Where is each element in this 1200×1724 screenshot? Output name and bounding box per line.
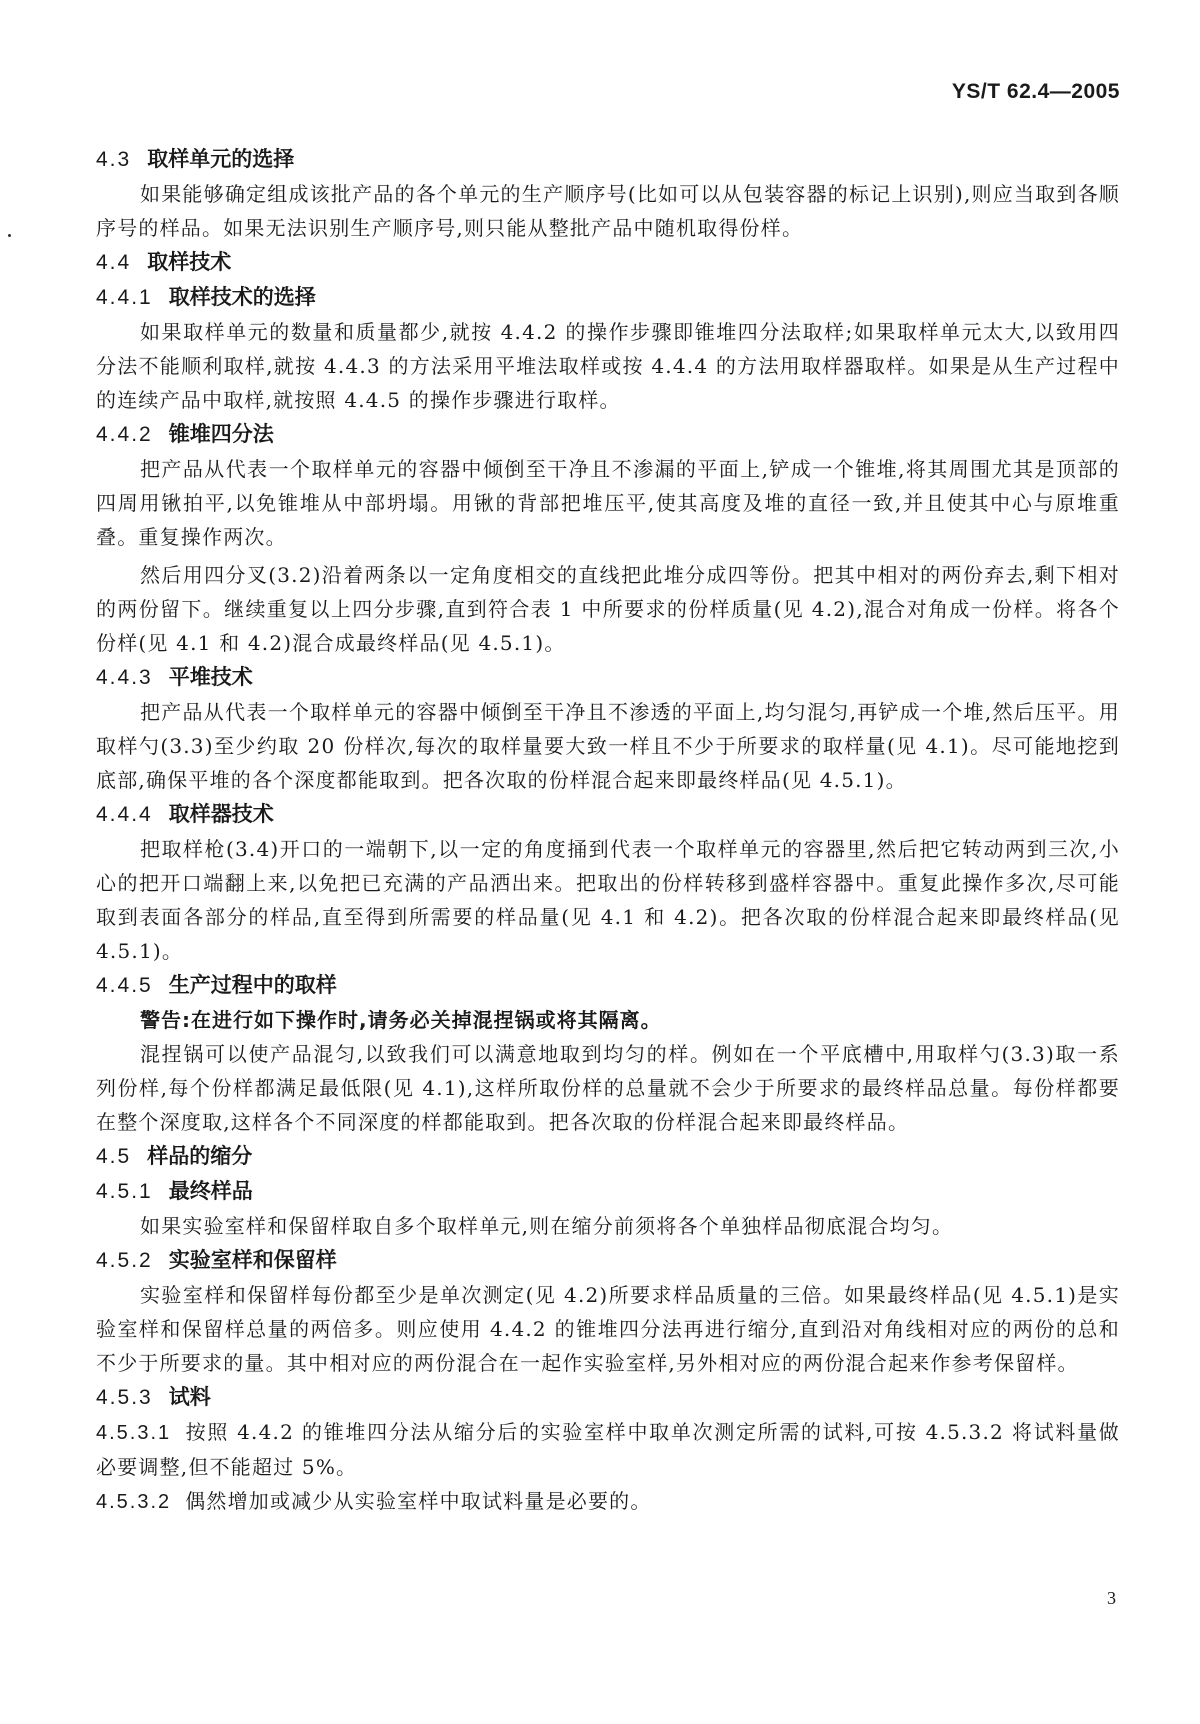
paragraph-4-3: 如果能够确定组成该批产品的各个单元的生产顺序号(比如可以从包装容器的标记上识别),则应当取到各顺序号的样品。如果无法识别生产顺序号,则只能从整批产品中随机取得份样。 bbox=[96, 182, 1120, 240]
clause-text: 按照 4.4.2 的锥堆四分法从缩分后的实验室样中取单次测定所需的试料,可按 4.5.3.2 将试料量做必要调整,但不能超过 5%。 bbox=[96, 1420, 1120, 1479]
heading-title: 取样技术的选择 bbox=[168, 285, 316, 309]
clause-4-5-3-1 bbox=[96, 1415, 1120, 1484]
heading-title: 平堆技术 bbox=[168, 665, 253, 689]
heading-number: 4.4.3 bbox=[96, 666, 153, 689]
heading-title: 取样单元的选择 bbox=[147, 147, 295, 171]
heading-number: 4.5.1 bbox=[96, 1180, 153, 1203]
heading-number: 4.4.2 bbox=[96, 423, 153, 446]
heading-number: 4.5.2 bbox=[96, 1249, 153, 1272]
heading-4-4-3 bbox=[96, 660, 1120, 695]
paragraph-4-4-2-b: 然后用四分叉(3.2)沿着两条以一定角度相交的直线把此堆分成四等份。把其中相对的两份弃去,剩下相对的两份留下。继续重复以上四分步骤,直到符合表 1 中所要求的份样质量(见 4.2),混合对角成一份样。将各个份样(见 4.1 和 4.2)混合成最终样品(见 4.5.1)。 bbox=[96, 563, 1120, 655]
document-body bbox=[96, 142, 1120, 1519]
heading-title: 试料 bbox=[168, 1385, 211, 1409]
paragraph-4-4-2-a: 把产品从代表一个取样单元的容器中倾倒至干净且不渗漏的平面上,铲成一个锥堆,将其周围尤其是顶部的四周用锹拍平,以免锥堆从中部坍塌。用锹的背部把堆压平,使其高度及堆的直径一致,并且使其中心与原堆重叠。重复操作两次。 bbox=[96, 457, 1120, 549]
paragraph-4-4-4: 把取样枪(3.4)开口的一端朝下,以一定的角度捅到代表一个取样单元的容器里,然后把它转动两到三次,小心的把开口端翻上来,以免把已充满的产品洒出来。把取出的份样转移到盛样容器中。重复此操作多次,尽可能取到表面各部分的样品,直至得到所需要的样品量(见 4.1 和 4.2)。把各次取的份样混合起来即最终样品(见 4.5.1)。 bbox=[96, 837, 1120, 963]
clause-text: 偶然增加或减少从实验室样中取试料量是必要的。 bbox=[185, 1489, 652, 1513]
heading-4-4-1 bbox=[96, 280, 1120, 315]
heading-number: 4.4.5 bbox=[96, 974, 153, 997]
heading-title: 取样器技术 bbox=[168, 802, 274, 826]
scan-speck bbox=[8, 234, 11, 237]
heading-number: 4.4.1 bbox=[96, 286, 153, 309]
heading-4-5-1 bbox=[96, 1174, 1120, 1209]
heading-title: 样品的缩分 bbox=[147, 1144, 253, 1168]
heading-4-4-5 bbox=[96, 968, 1120, 1003]
paragraph-4-5-2: 实验室样和保留样每份都至少是单次测定(见 4.2)所要求样品质量的三倍。如果最终样品(见 4.5.1)是实验室样和保留样总量的两倍多。则应使用 4.4.2 的锥堆四分法再进行缩分,直到沿对角线相对应的两份的总和不少于所要求的量。其中相对应的两份混合在一起作实验室样,另外相对应的两份混合起来作参考保留样。 bbox=[96, 1283, 1120, 1375]
heading-4-3 bbox=[96, 142, 1120, 177]
standard-code: YS/T 62.4—2005 bbox=[951, 80, 1120, 103]
page-number: 3 bbox=[1107, 1588, 1116, 1608]
heading-4-4-4 bbox=[96, 797, 1120, 832]
paragraph-4-4-1: 如果取样单元的数量和质量都少,就按 4.4.2 的操作步骤即锥堆四分法取样;如果取样单元太大,以致用四分法不能顺利取样,就按 4.4.3 的方法采用平堆法取样或按 4.4.4 的方法用取样器取样。如果是从生产过程中的连续产品中取样,就按照 4.4.5 的操作步骤进行取样。 bbox=[96, 320, 1120, 412]
clause-number: 4.5.3.2 bbox=[96, 1491, 172, 1513]
paragraph-4-5-1: 如果实验室样和保留样取自多个取样单元,则在缩分前须将各个单独样品彻底混合均匀。 bbox=[140, 1214, 954, 1238]
heading-4-5-3 bbox=[96, 1380, 1120, 1415]
heading-number: 4.5 bbox=[96, 1145, 132, 1168]
heading-4-5 bbox=[96, 1139, 1120, 1174]
heading-title: 最终样品 bbox=[168, 1179, 253, 1203]
heading-title: 生产过程中的取样 bbox=[168, 973, 337, 997]
heading-number: 4.4.4 bbox=[96, 803, 153, 826]
paragraph-4-4-3: 把产品从代表一个取样单元的容器中倾倒至干净且不渗透的平面上,均匀混匀,再铲成一个堆,然后压平。用取样勺(3.3)至少约取 20 份样次,每次的取样量要大致一样且不少于所要求的取样量(见 4.1)。尽可能地挖到底部,确保平堆的各个深度都能取到。把各次取的份样混合起来即最终样品(见 4.5.1)。 bbox=[96, 700, 1120, 792]
heading-number: 4.5.3 bbox=[96, 1386, 153, 1409]
heading-number: 4.3 bbox=[96, 148, 132, 171]
heading-title: 实验室样和保留样 bbox=[168, 1248, 337, 1272]
heading-4-5-2 bbox=[96, 1243, 1120, 1278]
heading-4-4-2 bbox=[96, 417, 1120, 452]
heading-number: 4.4 bbox=[96, 251, 132, 274]
heading-title: 锥堆四分法 bbox=[168, 422, 274, 446]
paragraph-4-4-5: 混捏锅可以使产品混匀,以致我们可以满意地取到均匀的样。例如在一个平底槽中,用取样勺(3.3)取一系列份样,每个份样都满足最低限(见 4.1),这样所取份样的总量就不会少于所要求的最终样品总量。每份样都要在整个深度取,这样各个不同深度的样都能取到。把各次取的份样混合起来即最终样品。 bbox=[96, 1042, 1120, 1134]
clause-number: 4.5.3.1 bbox=[96, 1422, 172, 1444]
clause-4-5-3-2 bbox=[96, 1484, 1120, 1519]
heading-4-4 bbox=[96, 245, 1120, 280]
heading-title: 取样技术 bbox=[147, 250, 232, 274]
warning-text: 警告:在进行如下操作时,请务必关掉混捏锅或将其隔离。 bbox=[140, 1008, 662, 1032]
